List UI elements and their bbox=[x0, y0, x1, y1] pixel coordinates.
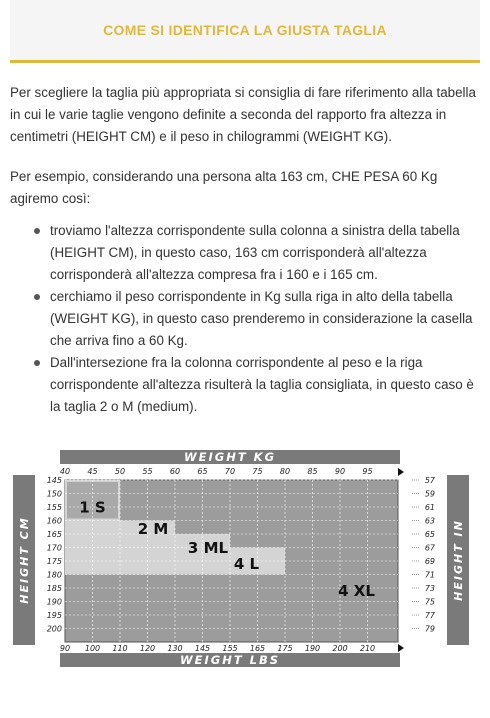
list-item: troviamo l'altezza corrispondente sulla colonna a sinistra della tabella (HEIGHT CM), in questo caso, 163 cm corrisponderà all'altezza corrisponderà all'altezza compresa fra i 160 e i 165 cm. bbox=[32, 220, 480, 286]
size-chart bbox=[10, 445, 480, 680]
height-in-tick: 69 bbox=[424, 557, 435, 566]
weight-kg-tick: 95 bbox=[362, 467, 373, 476]
bottom-axis-title: WEIGHT LBS bbox=[179, 653, 281, 667]
weight-lbs-tick: 165 bbox=[249, 644, 266, 653]
weight-lbs-tick: 90 bbox=[59, 644, 71, 653]
height-cm-tick: 200 bbox=[46, 624, 62, 634]
height-in-tick: 77 bbox=[424, 611, 435, 620]
size-label: 4 L bbox=[233, 555, 260, 574]
size-label: 1 S bbox=[79, 498, 106, 517]
intro-paragraph: Per scegliere la taglia più appropriata si consiglia di fare riferimento alla tabella in cui le varie taglie vengono definite a seconda del rapporto fra altezza in centimetri (HEIGHT CM) e il peso in chilogrammi (WEIGHT KG). bbox=[10, 85, 476, 144]
left-axis-title: HEIGHT CM bbox=[18, 516, 31, 604]
bullet-icon bbox=[34, 360, 40, 366]
weight-lbs-tick: 120 bbox=[139, 644, 156, 653]
height-in-tick: 65 bbox=[424, 530, 435, 539]
steps-list bbox=[10, 220, 480, 418]
weight-lbs-tick: 100 bbox=[84, 644, 101, 653]
size-label: 4 XL bbox=[338, 582, 375, 601]
height-cm-tick: 150 bbox=[46, 489, 62, 499]
weight-lbs-tick: 190 bbox=[304, 644, 321, 653]
height-cm-tick: 170 bbox=[46, 543, 62, 553]
height-in-tick: 61 bbox=[424, 503, 435, 512]
weight-kg-tick: 60 bbox=[169, 467, 181, 476]
weight-kg-tick: 70 bbox=[224, 467, 236, 476]
weight-kg-tick: 85 bbox=[307, 467, 318, 476]
bullet-icon bbox=[34, 294, 40, 300]
weight-kg-tick: 55 bbox=[142, 467, 153, 476]
list-item: Dall'intersezione fra la colonna corrispondente al peso e la riga corrispondente all'altezza risulterà la taglia consigliata, in questo caso è la taglia 2 o M (medium). bbox=[32, 352, 480, 418]
weight-lbs-tick: 210 bbox=[359, 644, 376, 653]
height-in-tick: 73 bbox=[424, 584, 435, 593]
example-paragraph: Per esempio, considerando una persona alta 163 cm, CHE PESA 60 Kg agiremo così: bbox=[10, 169, 438, 206]
height-in-tick: 71 bbox=[424, 570, 435, 580]
section-header bbox=[10, 0, 480, 63]
height-cm-tick: 155 bbox=[46, 503, 62, 512]
height-in-tick: 67 bbox=[424, 543, 435, 553]
height-cm-tick: 185 bbox=[46, 584, 62, 593]
weight-lbs-tick: 200 bbox=[332, 644, 348, 653]
section-title: COME SI IDENTIFICA LA GIUSTA TAGLIA bbox=[103, 22, 387, 38]
weight-lbs-tick: 130 bbox=[167, 644, 183, 653]
weight-lbs-tick: 110 bbox=[112, 644, 128, 653]
arrow-right-icon bbox=[398, 644, 404, 652]
top-axis-title: WEIGHT KG bbox=[183, 450, 277, 464]
description-text bbox=[10, 82, 480, 418]
height-in-tick: 57 bbox=[424, 476, 435, 485]
weight-kg-tick: 40 bbox=[59, 467, 71, 476]
arrow-right-icon bbox=[398, 468, 404, 476]
height-in-tick: 75 bbox=[424, 597, 435, 607]
height-in-tick: 63 bbox=[424, 516, 435, 526]
weight-kg-tick: 65 bbox=[197, 467, 208, 476]
height-cm-tick: 195 bbox=[46, 611, 62, 620]
size-label: 2 M bbox=[137, 520, 169, 538]
bullet-icon bbox=[34, 228, 40, 234]
weight-kg-tick: 75 bbox=[252, 467, 263, 476]
height-in-tick: 79 bbox=[424, 624, 435, 634]
weight-kg-tick: 50 bbox=[114, 467, 126, 476]
weight-lbs-tick: 145 bbox=[194, 644, 211, 653]
weight-kg-tick: 45 bbox=[87, 467, 98, 476]
height-cm-tick: 165 bbox=[46, 530, 62, 539]
weight-lbs-tick: 175 bbox=[277, 644, 293, 653]
height-cm-tick: 180 bbox=[46, 570, 62, 580]
height-cm-tick: 145 bbox=[46, 476, 62, 485]
weight-kg-tick: 80 bbox=[279, 467, 291, 476]
right-axis-title: HEIGHT IN bbox=[452, 519, 465, 601]
height-in-tick: 59 bbox=[424, 489, 435, 499]
height-cm-tick: 190 bbox=[46, 597, 62, 607]
size-label: 3 ML bbox=[187, 538, 229, 557]
size-chart-svg bbox=[10, 445, 480, 680]
weight-kg-tick: 90 bbox=[334, 467, 346, 476]
height-cm-tick: 175 bbox=[46, 557, 62, 566]
height-cm-tick: 160 bbox=[46, 516, 62, 526]
weight-lbs-tick: 155 bbox=[222, 644, 238, 653]
list-item: cerchiamo il peso corrispondente in Kg sulla riga in alto della tabella (WEIGHT KG), in questo caso prenderemo in considerazione la casella che arriva fino a 60 Kg. bbox=[32, 286, 480, 352]
